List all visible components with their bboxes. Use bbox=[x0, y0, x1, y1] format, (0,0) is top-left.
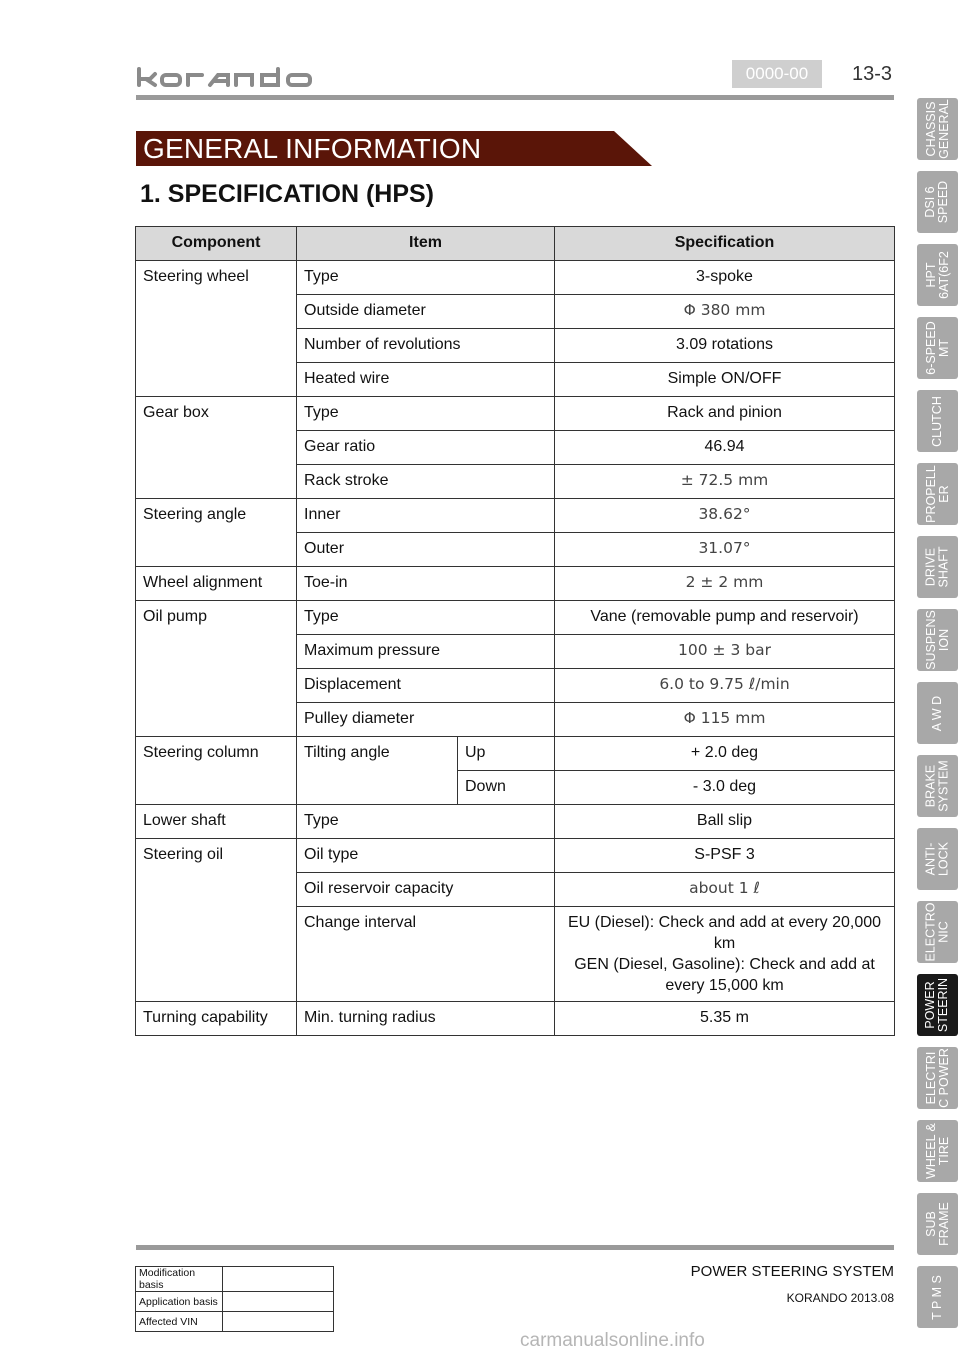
spec-cell: 6.0 to 9.75 ℓ/min bbox=[555, 669, 895, 703]
side-tab-propeller[interactable] bbox=[917, 463, 958, 525]
header-item: Item bbox=[297, 227, 555, 261]
side-tab-drive-shaft[interactable] bbox=[917, 536, 958, 598]
change-interval-eu: EU (Diesel): Check and add at every 20,000 km bbox=[567, 914, 882, 952]
section-title: 1. SPECIFICATION (HPS) bbox=[140, 180, 435, 208]
side-tab-label: DSI 6 SPEED bbox=[923, 180, 951, 224]
section-code-badge: 0000-00 bbox=[732, 60, 822, 88]
item-cell: Displacement bbox=[297, 669, 555, 703]
side-tab-sub-frame[interactable] bbox=[917, 1193, 958, 1255]
item-cell: Rack stroke bbox=[297, 465, 555, 499]
spec-cell: ± 72.5 mm bbox=[555, 465, 895, 499]
side-tab-anti-lock[interactable] bbox=[917, 828, 958, 890]
item-cell: Outer bbox=[297, 533, 555, 567]
component-cell: Wheel alignment bbox=[136, 567, 297, 601]
component-cell: Oil pump bbox=[136, 601, 297, 737]
spec-cell: Ball slip bbox=[555, 805, 895, 839]
side-tab-label: PROPELL ER bbox=[923, 465, 951, 523]
item-cell: Tilting angle bbox=[297, 737, 458, 805]
side-tab-label: BRAKE SYSTEM bbox=[923, 760, 951, 812]
spec-cell: 3.09 rotations bbox=[555, 329, 895, 363]
spec-cell: + 2.0 deg bbox=[555, 737, 895, 771]
side-tab-chassis-general[interactable] bbox=[917, 98, 958, 160]
table-row bbox=[136, 839, 895, 873]
affected-vin-label: Affected VIN bbox=[136, 1312, 223, 1332]
side-tab-tpms[interactable] bbox=[917, 1266, 958, 1328]
side-tab-awd[interactable] bbox=[917, 682, 958, 744]
side-tab-label: A W D bbox=[930, 695, 944, 731]
change-interval-gen: GEN (Diesel, Gasoline): Check and add at every 15,000 km bbox=[574, 956, 875, 994]
item-cell: Min. turning radius bbox=[297, 1002, 555, 1036]
item-cell: Toe-in bbox=[297, 567, 555, 601]
spec-cell: about 1 ℓ bbox=[555, 873, 895, 907]
side-tab-label: SUB FRAME bbox=[923, 1202, 951, 1246]
side-tab-suspension[interactable] bbox=[917, 609, 958, 671]
component-cell: Lower shaft bbox=[136, 805, 297, 839]
table-row bbox=[136, 261, 895, 295]
spec-cell: - 3.0 deg bbox=[555, 771, 895, 805]
side-tab-brake-system[interactable] bbox=[917, 755, 958, 817]
side-tab-6-speed-mt[interactable] bbox=[917, 317, 958, 379]
spec-table bbox=[135, 226, 895, 1036]
spec-cell: Φ 380 mm bbox=[555, 295, 895, 329]
table-row bbox=[136, 805, 895, 839]
footer-title: POWER STEERING SYSTEM bbox=[690, 1263, 894, 1280]
header-component: Component bbox=[136, 227, 297, 261]
side-tab-dsi-6-speed[interactable] bbox=[917, 171, 958, 233]
side-tab-label: CHASSIS GENERAL bbox=[923, 99, 951, 159]
spec-cell: Φ 115 mm bbox=[555, 703, 895, 737]
modification-table bbox=[135, 1266, 334, 1332]
side-tab-label: SUSPENS ION bbox=[923, 610, 951, 670]
item-cell: Type bbox=[297, 601, 555, 635]
affected-vin-value bbox=[223, 1312, 334, 1332]
side-tab-label: POWER STEERIN bbox=[923, 977, 951, 1033]
footer-subtitle: KORANDO 2013.08 bbox=[786, 1291, 894, 1305]
component-cell: Steering wheel bbox=[136, 261, 297, 397]
side-tab-electronic[interactable] bbox=[917, 901, 958, 963]
component-cell: Steering angle bbox=[136, 499, 297, 567]
table-row bbox=[136, 1312, 334, 1332]
table-row bbox=[136, 1267, 334, 1292]
side-tab-label: ANTI- LOCK bbox=[923, 841, 951, 877]
spec-cell: Rack and pinion bbox=[555, 397, 895, 431]
table-row bbox=[136, 601, 895, 635]
chapter-banner-label: GENERAL INFORMATION bbox=[143, 133, 482, 164]
item-cell: Type bbox=[297, 261, 555, 295]
item-cell: Oil type bbox=[297, 839, 555, 873]
table-row bbox=[136, 499, 895, 533]
item-cell: Heated wire bbox=[297, 363, 555, 397]
table-row bbox=[136, 1292, 334, 1312]
side-tab-power-steering[interactable] bbox=[917, 974, 958, 1036]
item-cell: Type bbox=[297, 805, 555, 839]
spec-cell: S-PSF 3 bbox=[555, 839, 895, 873]
side-tab-wheel-tire[interactable] bbox=[917, 1120, 958, 1182]
side-tab-label: HPT 6AT(6F2 bbox=[923, 251, 951, 299]
table-row bbox=[136, 1002, 895, 1036]
item-cell: Oil reservoir capacity bbox=[297, 873, 555, 907]
side-tab-label: 6-SPEED MT bbox=[923, 321, 951, 375]
item-cell: Pulley diameter bbox=[297, 703, 555, 737]
page-number: 13-3 bbox=[852, 63, 893, 85]
spec-cell: 46.94 bbox=[555, 431, 895, 465]
side-tab-label: T P M S bbox=[930, 1274, 945, 1320]
spec-cell: Vane (removable pump and reservoir) bbox=[555, 601, 895, 635]
spec-cell: 5.35 m bbox=[555, 1002, 895, 1036]
side-tab-label: WHEEL & TIRE bbox=[923, 1123, 951, 1179]
spec-cell bbox=[555, 907, 895, 1002]
spec-cell: 3-spoke bbox=[555, 261, 895, 295]
item-cell: Gear ratio bbox=[297, 431, 555, 465]
side-tab-clutch[interactable] bbox=[917, 390, 958, 452]
modification-basis-label: Modification basis bbox=[136, 1267, 223, 1292]
application-basis-value bbox=[223, 1292, 334, 1312]
spec-cell: 31.07° bbox=[555, 533, 895, 567]
component-cell: Steering oil bbox=[136, 839, 297, 1002]
item-cell: Change interval bbox=[297, 907, 555, 1002]
component-cell: Steering column bbox=[136, 737, 297, 805]
item-cell: Number of revolutions bbox=[297, 329, 555, 363]
table-row bbox=[136, 567, 895, 601]
header-specification: Specification bbox=[555, 227, 895, 261]
table-row bbox=[136, 737, 895, 771]
item-cell: Maximum pressure bbox=[297, 635, 555, 669]
korando-logo bbox=[136, 66, 316, 88]
component-cell: Turning capability bbox=[136, 1002, 297, 1036]
side-tab-label: DRIVE SHAFT bbox=[923, 546, 951, 588]
side-tab-electric-power[interactable] bbox=[917, 1047, 958, 1109]
item-cell: Outside diameter bbox=[297, 295, 555, 329]
side-tab-hpt-6at[interactable] bbox=[917, 244, 958, 306]
spec-cell: Simple ON/OFF bbox=[555, 363, 895, 397]
component-cell: Gear box bbox=[136, 397, 297, 499]
subitem-cell: Down bbox=[458, 771, 555, 805]
side-tab-label: ELECTRO NIC bbox=[923, 902, 951, 962]
subitem-cell: Up bbox=[458, 737, 555, 771]
top-rule bbox=[136, 95, 894, 100]
side-tab-label: CLUTCH bbox=[930, 395, 945, 447]
spec-cell: 38.62° bbox=[555, 499, 895, 533]
item-cell: Inner bbox=[297, 499, 555, 533]
application-basis-label: Application basis bbox=[136, 1292, 223, 1312]
spec-cell: 2 ± 2 mm bbox=[555, 567, 895, 601]
modification-basis-value bbox=[223, 1267, 334, 1292]
watermark: carmanualsonline.info bbox=[520, 1330, 705, 1351]
bottom-rule bbox=[136, 1245, 894, 1250]
table-header-row bbox=[136, 227, 895, 261]
spec-cell: 100 ± 3 bar bbox=[555, 635, 895, 669]
table-row bbox=[136, 397, 895, 431]
side-tab-label: ELECTRI C POWER bbox=[923, 1048, 951, 1108]
item-cell: Type bbox=[297, 397, 555, 431]
